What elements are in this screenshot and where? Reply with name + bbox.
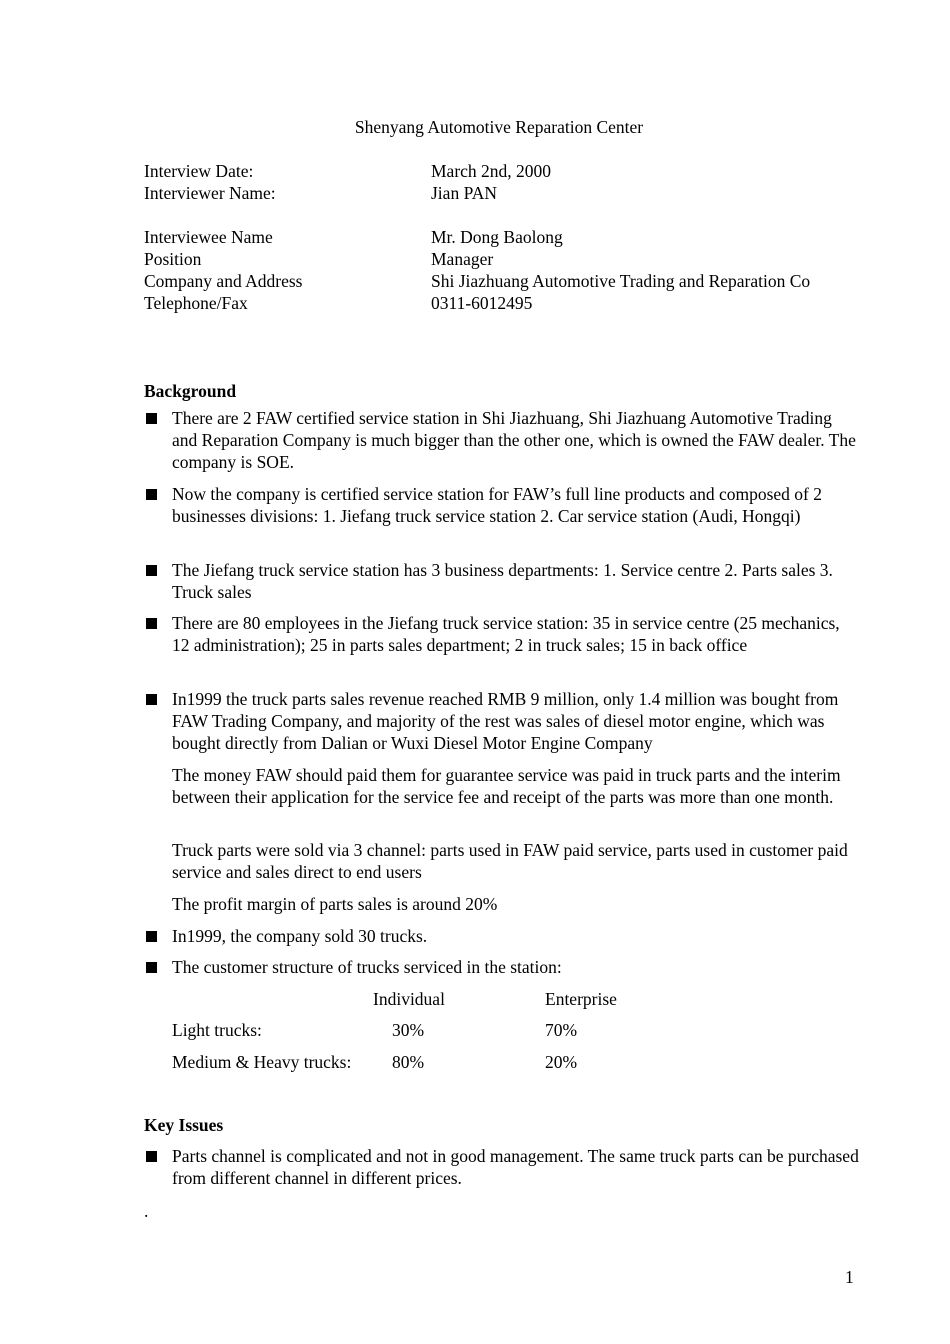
list-item [144, 407, 859, 473]
bullet-square-icon [146, 565, 157, 576]
field-label: Interviewer Name: [144, 183, 276, 203]
list-item-text: Parts channel is complicated and not in good management. The same truck parts can be purchased from different channel in different prices. [172, 1146, 859, 1188]
position-row [144, 248, 864, 270]
bullet-square-icon [146, 413, 157, 424]
list-item-text: The customer structure of trucks serviced in the station: [172, 957, 562, 977]
list-item [144, 559, 859, 603]
interviewee-info [144, 226, 864, 314]
list-item-text: In1999 the truck parts sales revenue reached RMB 9 million, only 1.4 million was bought from FAW Trading Company, and majority of the rest was sales of diesel motor engine, which was bought directly from Dalian or Wuxi Diesel Motor Engine Company [172, 689, 839, 753]
interview-info [144, 160, 864, 204]
cell-enterprise: 70% [545, 1020, 578, 1040]
interviewer-name-row [144, 182, 864, 204]
interviewee-name-row [144, 226, 864, 248]
list-item-text: In1999, the company sold 30 trucks. [172, 926, 428, 946]
row-label: Medium & Heavy trucks: [172, 1052, 352, 1072]
row-label: Light trucks: [172, 1020, 262, 1040]
field-label: Interviewee Name [144, 227, 273, 247]
field-value: Shi Jiazhuang Automotive Trading and Reparation Co [431, 271, 811, 291]
cell-enterprise: 20% [545, 1052, 578, 1072]
list-item [144, 483, 859, 527]
field-value: Mr. Dong Baolong [431, 227, 563, 247]
list-item [144, 956, 859, 978]
field-value: Manager [431, 249, 494, 269]
paragraph: The money FAW should paid them for guarantee service was paid in truck parts and the interim between their application for the service fee and receipt of the parts was more than one month. [172, 765, 841, 807]
field-label: Telephone/Fax [144, 293, 248, 313]
page-number: 1 [845, 1267, 854, 1287]
company-row [144, 270, 864, 292]
bullet-square-icon [146, 962, 157, 973]
field-value: March 2nd, 2000 [431, 161, 552, 181]
cell-individual: 80% [392, 1052, 425, 1072]
document-title: Shenyang Automotive Reparation Center [354, 117, 644, 137]
field-value: Jian PAN [431, 183, 497, 203]
list-item [144, 612, 859, 656]
telephone-row [144, 292, 864, 314]
column-header-individual: Individual [373, 989, 445, 1009]
field-value: 0311-6012495 [431, 293, 533, 313]
paragraph: The profit margin of parts sales is around 20% [172, 894, 498, 914]
list-item [144, 1145, 859, 1189]
list-item [144, 925, 859, 947]
background-heading: Background [144, 381, 237, 401]
column-header-enterprise: Enterprise [545, 989, 617, 1009]
bullet-square-icon [146, 694, 157, 705]
list-item-text: Now the company is certified service station for FAW’s full line products and composed of 2 businesses divisions: 1. Jiefang truck service station 2. Car service station (Audi, Hongqi) [172, 484, 822, 526]
bullet-square-icon [146, 931, 157, 942]
field-label: Interview Date: [144, 161, 254, 181]
key-issues-heading: Key Issues [144, 1115, 224, 1135]
list-item [144, 688, 859, 754]
field-label: Position [144, 249, 202, 269]
cell-individual: 30% [392, 1020, 425, 1040]
list-item-text: There are 2 FAW certified service station in Shi Jiazhuang, Shi Jiazhuang Automotive Trading and Reparation Company is much bigger than the other one, which is owned the FAW dealer. The company is SOE. [172, 408, 856, 472]
bullet-square-icon [146, 489, 157, 500]
field-label: Company and Address [144, 271, 303, 291]
trailing-mark: . [144, 1201, 149, 1221]
interview-date-row [144, 160, 864, 182]
list-item-text: The Jiefang truck service station has 3 business departments: 1. Service centre 2. Parts sales 3. Truck sales [172, 560, 833, 602]
bullet-square-icon [146, 618, 157, 629]
bullet-square-icon [146, 1151, 157, 1162]
paragraph: Truck parts were sold via 3 channel: parts used in FAW paid service, parts used in customer paid service and sales direct to end users [172, 840, 848, 882]
list-item-text: There are 80 employees in the Jiefang truck service station: 35 in service centre (25 mechanics, 12 administration); 25 in parts sales department; 2 in truck sales; 15 in back office [172, 613, 840, 655]
